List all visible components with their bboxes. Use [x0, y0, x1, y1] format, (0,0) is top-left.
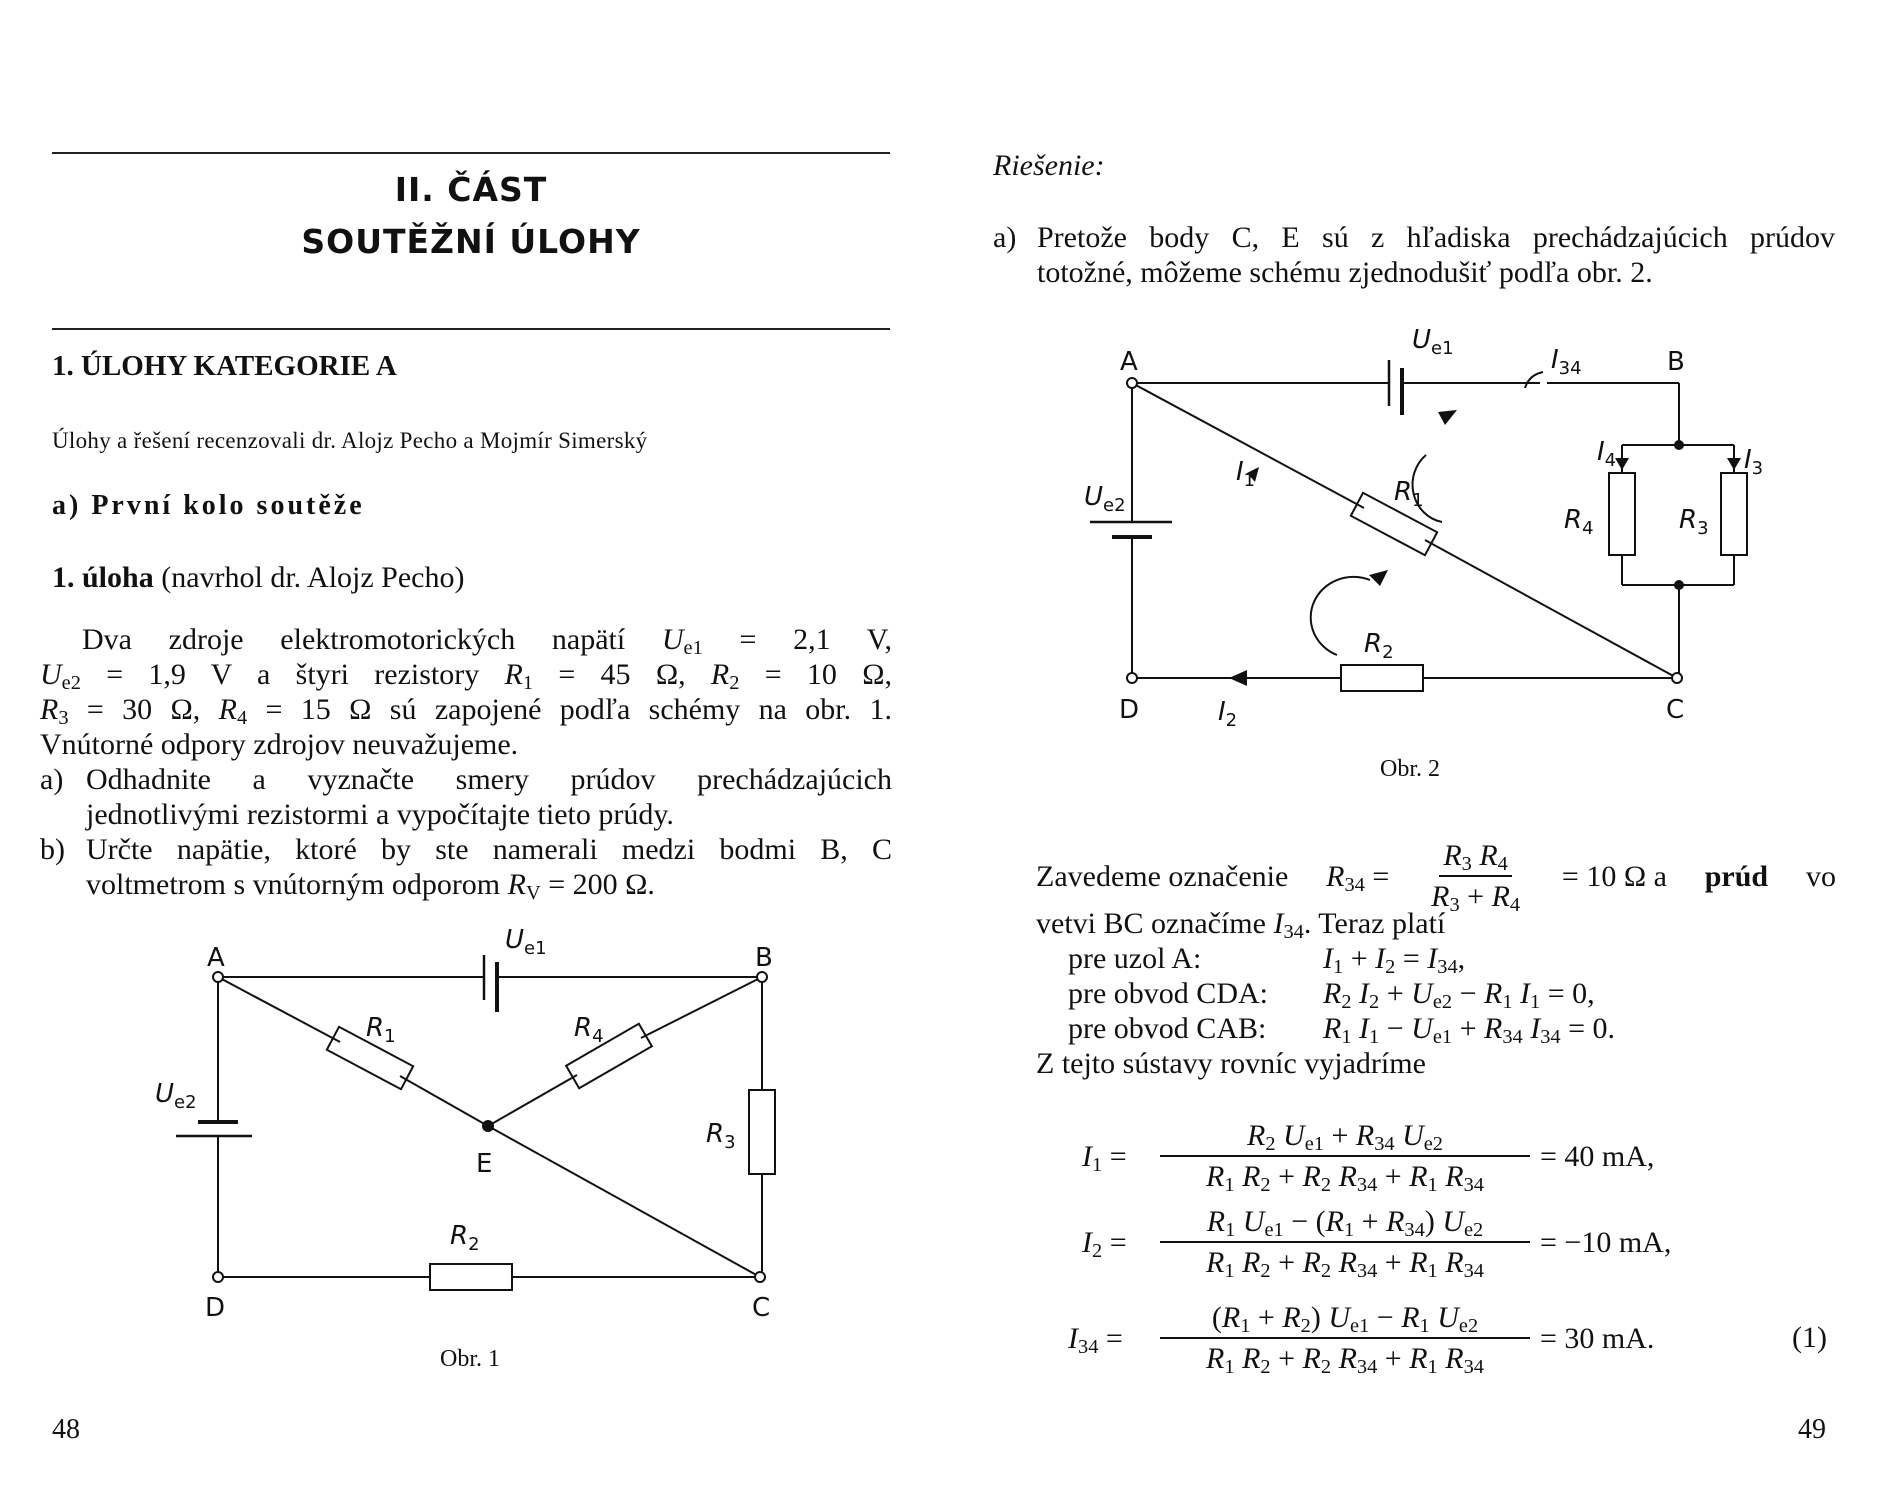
label-r3: $R_3$: [706, 1119, 736, 1153]
equation-list: [1068, 941, 1616, 1049]
equation-row: pre uzol A: $I_1 + I_2 = I_{34}$,: [1068, 942, 1466, 979]
node2-d: [1127, 673, 1137, 683]
node-c: [755, 1272, 765, 1282]
wire-a-r1: [218, 977, 340, 1042]
problem-line-1: Dva zdroje elektromotorických napätí $U_{e1} = 2,1$ V,: [82, 623, 893, 660]
label2-i3: $I_3$: [1744, 445, 1764, 479]
round-heading: a) První kolo soutěže: [52, 490, 365, 521]
reviewers-note: Úlohy a řešení recenzovali dr. Alojz Pecho a Mojmír Simerský: [52, 428, 648, 453]
equation-row: pre obvod CDA: $R_2$ $I_2 + U_{e2} - R_1$ $I_1 = 0$,: [1068, 977, 1595, 1014]
label2-r3: $R_3$: [1679, 505, 1709, 539]
node-a: [213, 972, 223, 982]
equation-number: (1): [1792, 1321, 1827, 1354]
loop-arrow-cab: [1413, 455, 1442, 522]
label-r2: $R_2$: [450, 1221, 480, 1255]
part-title: II. ČÁST: [394, 170, 548, 209]
label2-c: C: [1666, 695, 1685, 725]
figure-1-caption: Obr. 1: [440, 1346, 500, 1372]
wire-r1-e: [400, 1076, 488, 1126]
label2-r4: $R_4$: [1564, 505, 1594, 539]
node2-split-bottom: [1674, 580, 1684, 590]
i4-arrow-head: [1615, 458, 1629, 470]
task-number: 1. úloha: [52, 561, 154, 594]
wire-e-r4: [488, 1075, 577, 1126]
resistor2-r4: [1609, 473, 1635, 555]
i2-arrow-head: [1229, 670, 1247, 686]
label2-i4: $I_4$: [1597, 437, 1617, 471]
section-heading: 1. ÚLOHY KATEGORIE A: [52, 350, 397, 382]
node2-c: [1672, 673, 1682, 683]
figure-2-caption: Obr. 2: [1380, 756, 1440, 782]
page-number-left: 48: [52, 1414, 80, 1445]
page-number-right: 49: [1798, 1414, 1826, 1445]
label2-ue1: $U_{e1}$: [1412, 325, 1454, 359]
equation-row: pre obvod CAB: $R_1$ $I_1 - U_{e1} + R_{34}$ $I_{34} = 0$.: [1068, 1012, 1616, 1049]
notation-line: Zavedeme označenie $R_{34}$ = $\frac{R_3 R_4}{R_3 + R_4}$ = 10 Ω a prúd vo: [1036, 839, 1836, 917]
i34-tick: [1525, 372, 1543, 388]
wire-r4-b: [641, 977, 762, 1038]
loop-arrow-cda: [1311, 577, 1370, 655]
loop-arrow-cab-head: [1438, 410, 1457, 425]
result-i1: $I_1$ = $\frac{R_2 U_{e1} + R_{34} U_{e2}}{R_1 R_2 + R_2 R_{34} + R_1 R_{34}}$ = 40 mA,: [1082, 1119, 1655, 1197]
node2-split-top: [1674, 440, 1684, 450]
label-ue1: $U_{e1}$: [505, 925, 547, 959]
question-b: b) Určte napätie, ktoré by ste namerali medzi bodmi B, C voltmetrom s vnútorným odporom $R_V = 200$ Ω.: [40, 833, 892, 905]
solution-step-a: a) Pretože body C, E sú z hľadiska prechádzajúcich prúdov totožné, môžeme schému zjednodušiť podľa obr. 2.: [993, 221, 1835, 289]
label2-i34: $I_{34}$: [1551, 345, 1582, 379]
node-d: [213, 1272, 223, 1282]
label-c: C: [752, 1293, 771, 1323]
problem-line-2: $U_{e2} = 1,9$ V a štyri rezistory $R_1 = 45$ Ω, $R_2 = 10$ Ω,: [40, 658, 893, 695]
loop-arrow-cda-head: [1369, 570, 1388, 586]
solution-heading: Riešenie:: [993, 149, 1105, 182]
label-ue2: $U_{e2}$: [155, 1079, 197, 1113]
problem-line-4: Vnútorné odpory zdrojov neuvažujeme.: [40, 728, 519, 761]
label2-r2: $R_2$: [1364, 629, 1394, 663]
label-r1: $R_1$: [366, 1013, 396, 1047]
label2-r1: $R_1$: [1394, 477, 1424, 511]
resistor-r3: [749, 1090, 775, 1174]
label-d: D: [205, 1293, 226, 1323]
label2-ue2: $U_{e2}$: [1084, 482, 1126, 516]
label-r4: $R_4$: [574, 1013, 604, 1047]
label2-i1: $I_1$: [1236, 457, 1256, 491]
label2-a: A: [1120, 347, 1138, 377]
label-e: E: [476, 1149, 493, 1179]
label-a: A: [207, 943, 225, 973]
question-a: a) Odhadnite a vyznačte smery prúdov prechádzajúcich jednotlivými rezistormi a vypočítajte tieto prúdy.: [40, 763, 892, 831]
node-b: [757, 972, 767, 982]
wire2-r1-c: [1425, 540, 1677, 678]
label-b: B: [755, 943, 773, 973]
label2-d: D: [1119, 695, 1140, 725]
result-i34: $I_{34}$ = $\frac{(R_1 + R_2) U_{e1} - R_1 U_{e2}}{R_1 R_2 + R_2 R_{34} + R_1 R_{34}}$ = 30 mA.: [1068, 1301, 1655, 1379]
label2-i2: $I_2$: [1218, 697, 1238, 731]
system-line: Z tejto sústavy rovníc vyjadríme: [1036, 1047, 1426, 1080]
part-subtitle: SOUTĚŽNÍ ÚLOHY: [301, 222, 641, 261]
node-e: [482, 1120, 494, 1132]
node2-a: [1127, 378, 1137, 388]
resistor2-r3: [1721, 473, 1747, 555]
figure-2-circuit: [939, 0, 1878, 800]
notation-line-2: vetvi BC označíme $I_{34}$. Teraz platí: [1036, 907, 1446, 944]
result-i2: $I_2$ = $\frac{R_1 U_{e1} - (R_1 + R_{34}) U_{e2}}{R_1 R_2 + R_2 R_{34} + R_1 R_{34}}$ = −10 mA,: [1082, 1205, 1672, 1283]
problem-line-3: $R_3 = 30$ Ω, $R_4 = 15$ Ω sú zapojené podľa schémy na obr. 1.: [40, 693, 892, 730]
resistor2-r2: [1341, 665, 1423, 691]
task-author: (navrhol dr. Alojz Pecho): [161, 561, 465, 594]
notation-fraction: $\frac{R_3 R_4}{R_3 + R_4}$: [1431, 839, 1521, 917]
resistor-r2: [430, 1264, 512, 1290]
i3-arrow-head: [1727, 458, 1741, 470]
label2-b: B: [1667, 347, 1685, 377]
